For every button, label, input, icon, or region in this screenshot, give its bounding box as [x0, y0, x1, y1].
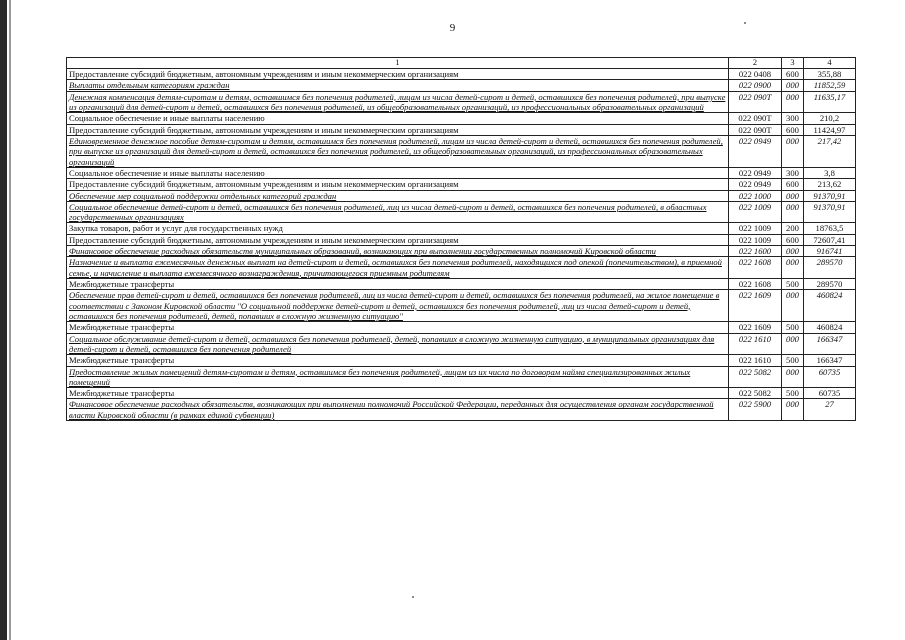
row-code-cell: 022 0949 [729, 167, 782, 178]
row-amount-cell: 916741 [804, 246, 856, 257]
table-row [67, 124, 856, 135]
table-row [67, 355, 856, 366]
row-amount-cell: 27 [804, 399, 856, 421]
row-name-cell: Финансовое обеспечение расходных обязательств, возникающих при выполнении полномочий Российской Федерации, переданных для осуществления органам государственной власти Кировской области (в рамках единой субвенции) [67, 399, 729, 421]
row-code-cell: 022 0949 [729, 135, 782, 167]
row-code-cell: 022 5082 [729, 366, 782, 388]
row-type-cell: 000 [782, 80, 804, 91]
row-type-cell: 000 [782, 257, 804, 279]
table-row [67, 234, 856, 245]
row-type-cell: 300 [782, 113, 804, 124]
row-name-cell: Социальное обслуживание детей-сирот и детей, оставшихся без попечения родителей, детей, попавших в сложную жизненную ситуацию, в муниципальных организациях для детей-сирот и детей, оставшихся без попечения родителей [67, 333, 729, 355]
row-name-cell: Предоставление субсидий бюджетным, автономным учреждениям и иным некоммерческим организациям [67, 179, 729, 190]
row-amount-cell: 11852,59 [804, 80, 856, 91]
row-code-cell: 022 1609 [729, 322, 782, 333]
row-name-cell: Межбюджетные трансферты [67, 322, 729, 333]
row-amount-cell: 3,8 [804, 167, 856, 178]
row-code-cell: 022 0900 [729, 80, 782, 91]
table-row [67, 190, 856, 201]
row-name-cell: Предоставление субсидий бюджетным, автономным учреждениям и иным некоммерческим организациям [67, 234, 729, 245]
row-code-cell: 022 1009 [729, 223, 782, 234]
row-code-cell: 022 090Т [729, 113, 782, 124]
page-number: 9 [449, 22, 456, 34]
table-header-row [67, 58, 856, 69]
row-amount-cell: 72607,41 [804, 234, 856, 245]
table-row [67, 167, 856, 178]
row-amount-cell: 11424,97 [804, 124, 856, 135]
row-name-cell: Обеспечение мер социальной поддержки отдельных категорий граждан [67, 190, 729, 201]
row-name-cell: Назначение и выплата ежемесячных денежных выплат на детей-сирот и детей, оставшихся без попечения родителей, находящихся под опекой (попечительством), в приемной семье, и начисление и выплата ежемесячного вознаграждения, причитающегося приемным родителям [67, 257, 729, 279]
row-amount-cell: 217,42 [804, 135, 856, 167]
row-name-cell: Закупка товаров, работ и услуг для государственных нужд [67, 223, 729, 234]
row-type-cell: 000 [782, 366, 804, 388]
table-row [67, 69, 856, 80]
header-col-3: 3 [782, 58, 804, 69]
table-row [67, 257, 856, 279]
table-row [67, 322, 856, 333]
row-type-cell: 000 [782, 290, 804, 322]
scan-left-edge-line [9, 0, 11, 640]
header-col-4: 4 [804, 58, 856, 69]
row-code-cell: 022 1009 [729, 234, 782, 245]
row-amount-cell: 460824 [804, 322, 856, 333]
row-type-cell: 000 [782, 201, 804, 223]
row-name-cell: Выплаты отдельным категориям граждан [67, 80, 729, 91]
row-name-cell: Предоставление субсидий бюджетным, автономным учреждениям и иным некоммерческим организациям [67, 69, 729, 80]
table-row [67, 179, 856, 190]
row-code-cell: 022 1608 [729, 257, 782, 279]
row-type-cell: 000 [782, 333, 804, 355]
row-amount-cell: 166347 [804, 355, 856, 366]
row-code-cell: 022 0949 [729, 179, 782, 190]
table-row [67, 279, 856, 290]
table-row [67, 333, 856, 355]
row-amount-cell: 213,62 [804, 179, 856, 190]
row-code-cell: 022 090Т [729, 124, 782, 135]
row-type-cell: 500 [782, 322, 804, 333]
table-row [67, 201, 856, 223]
row-amount-cell: 355,88 [804, 69, 856, 80]
row-name-cell: Социальное обеспечение и иные выплаты населению [67, 113, 729, 124]
table-row [67, 80, 856, 91]
table-row [67, 113, 856, 124]
scan-left-edge [0, 0, 7, 640]
row-code-cell: 022 1608 [729, 279, 782, 290]
row-amount-cell: 60735 [804, 388, 856, 399]
row-code-cell: 022 1609 [729, 290, 782, 322]
row-amount-cell: 18763,5 [804, 223, 856, 234]
row-type-cell: 500 [782, 279, 804, 290]
row-type-cell: 000 [782, 190, 804, 201]
row-name-cell: Социальное обеспечение и иные выплаты населению [67, 167, 729, 178]
row-name-cell: Денежная компенсация детям-сиротам и детям, оставшимся без попечения родителей, лицам из числа детей-сирот и детей, оставшихся без попечения родителей, при выпуске из организаций для детей-сирот и детей, оставшихся без попечения родителей, из общеобразовательных организаций, из профессиональных образовательных организаций [67, 91, 729, 113]
header-col-1: 1 [67, 58, 729, 69]
table-row [67, 91, 856, 113]
table-row [67, 366, 856, 388]
row-amount-cell: 60735 [804, 366, 856, 388]
header-col-2: 2 [729, 58, 782, 69]
row-code-cell: 022 5082 [729, 388, 782, 399]
row-type-cell: 000 [782, 246, 804, 257]
row-name-cell: Единовременное денежное пособие детям-сиротам и детям, оставшимся без попечения родителей, лицам из числа детей-сирот и детей, оставшихся без попечения родителей, при выпуске из организаций для детей-сирот и детей, оставшихся без попечения родителей, из общеобразовательных организаций, из профессиональных образовательных организаций [67, 135, 729, 167]
row-code-cell: 022 1610 [729, 333, 782, 355]
row-name-cell: Межбюджетные трансферты [67, 279, 729, 290]
row-name-cell: Межбюджетные трансферты [67, 355, 729, 366]
row-amount-cell: 210,2 [804, 113, 856, 124]
row-type-cell: 600 [782, 124, 804, 135]
table-row [67, 135, 856, 167]
row-name-cell: Социальное обеспечение детей-сирот и детей, оставшихся без попечения родителей, лиц из числа детей-сирот и детей, оставшихся без попечения родителей, в областных государственных организациях [67, 201, 729, 223]
budget-table [66, 57, 856, 421]
table-row [67, 246, 856, 257]
row-code-cell: 022 5900 [729, 399, 782, 421]
row-type-cell: 000 [782, 399, 804, 421]
row-name-cell: Предоставление жилых помещений детям-сиротам и детям, оставшимся без попечения родителей, лицам из их числа по договорам найма специализированных жилых помещений [67, 366, 729, 388]
row-code-cell: 022 1009 [729, 201, 782, 223]
row-type-cell: 000 [782, 91, 804, 113]
row-amount-cell: 289570 [804, 257, 856, 279]
row-amount-cell: 91370,91 [804, 201, 856, 223]
row-name-cell: Межбюджетные трансферты [67, 388, 729, 399]
row-code-cell: 022 090Т [729, 91, 782, 113]
row-amount-cell: 11635,17 [804, 91, 856, 113]
row-type-cell: 500 [782, 355, 804, 366]
row-code-cell: 022 1600 [729, 246, 782, 257]
row-code-cell: 022 0408 [729, 69, 782, 80]
table-row [67, 223, 856, 234]
row-name-cell: Предоставление субсидий бюджетным, автономным учреждениям и иным некоммерческим организациям [67, 124, 729, 135]
row-type-cell: 000 [782, 135, 804, 167]
row-type-cell: 600 [782, 179, 804, 190]
row-code-cell: 022 1610 [729, 355, 782, 366]
scan-speck [412, 596, 414, 598]
row-code-cell: 022 1000 [729, 190, 782, 201]
row-name-cell: Финансовое обеспечение расходных обязательств муниципальных образований, возникающих при выполнении государственных полномочий Кировской области [67, 246, 729, 257]
row-amount-cell: 289570 [804, 279, 856, 290]
table-row [67, 399, 856, 421]
row-type-cell: 200 [782, 223, 804, 234]
row-amount-cell: 91370,91 [804, 190, 856, 201]
row-name-cell: Обеспечение прав детей-сирот и детей, оставшихся без попечения родителей, лиц из числа детей-сирот и детей, оставшихся без попечения родителей, на жилое помещение в соответствии с Законом Кировской области "О социальной поддержке детей-сирот и детей, оставшихся без попечения родителей, лиц из числа детей-сирот и детей, оставшихся без попечения родителей, детей, попавших в сложную жизненную ситуацию" [67, 290, 729, 322]
table-row [67, 388, 856, 399]
table-row [67, 290, 856, 322]
row-type-cell: 600 [782, 234, 804, 245]
row-type-cell: 500 [782, 388, 804, 399]
row-amount-cell: 460824 [804, 290, 856, 322]
row-type-cell: 600 [782, 69, 804, 80]
row-type-cell: 300 [782, 167, 804, 178]
row-amount-cell: 166347 [804, 333, 856, 355]
